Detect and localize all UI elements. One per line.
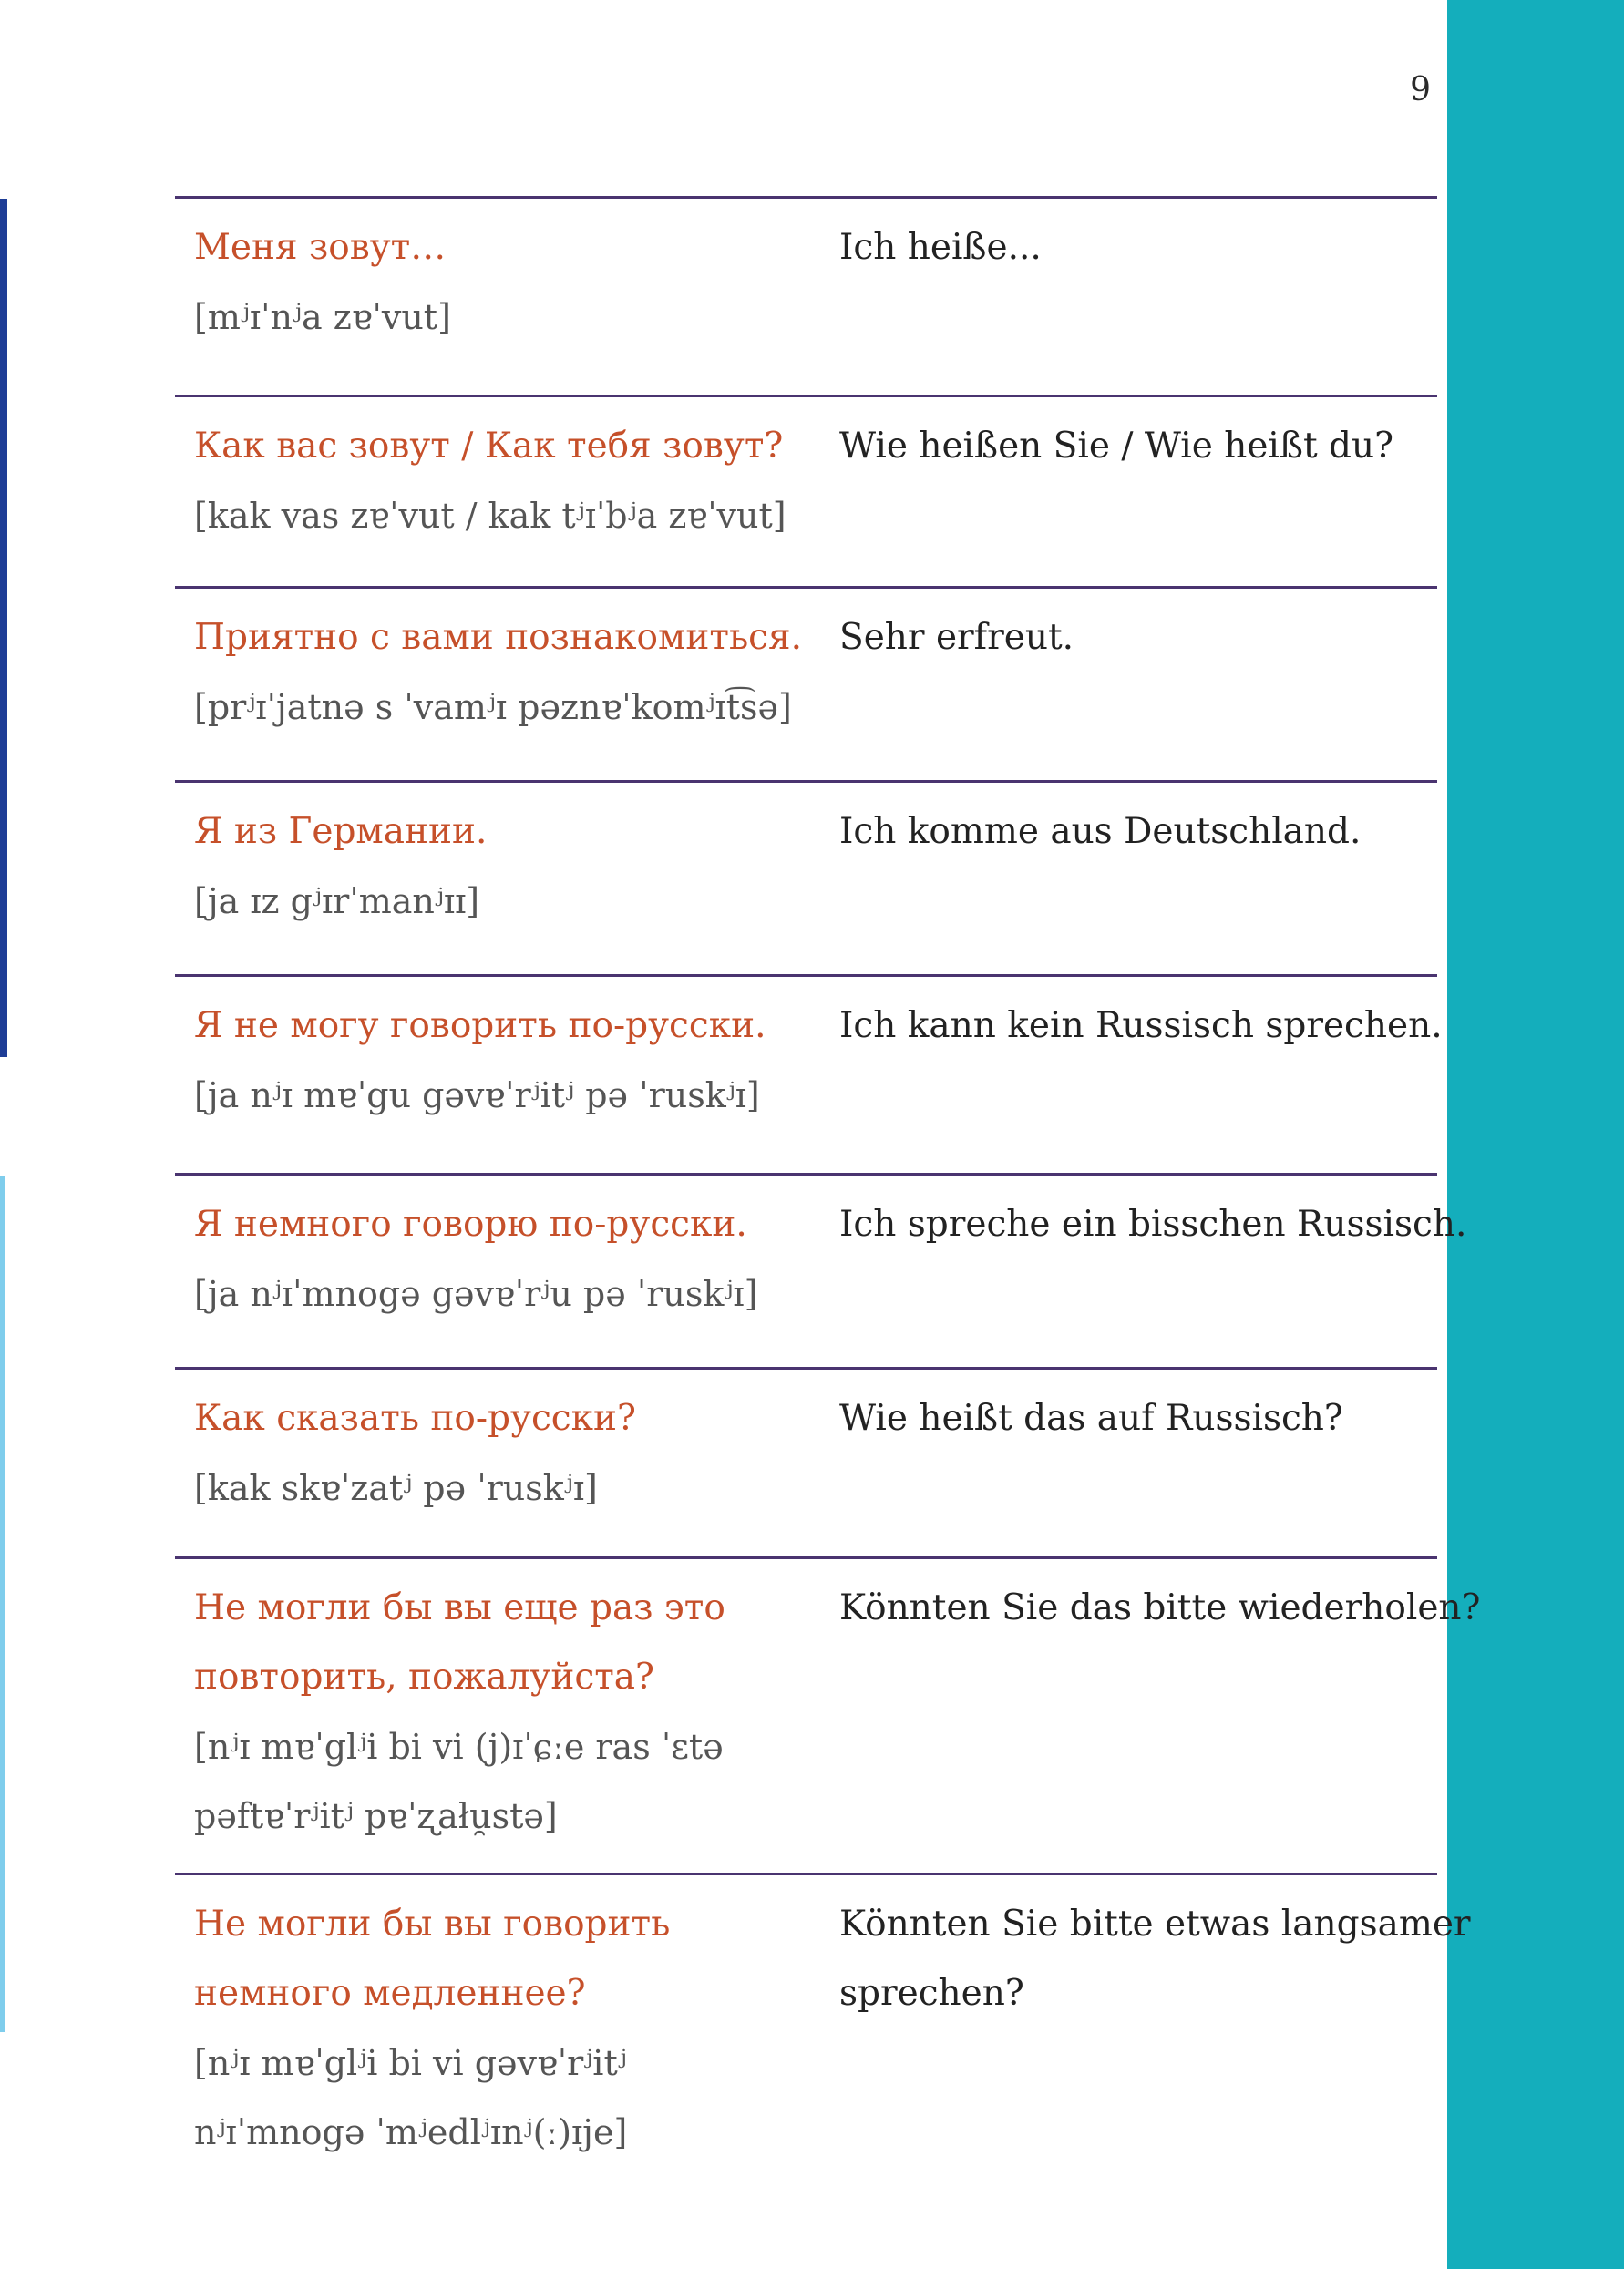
phrase-row bbox=[175, 1367, 1437, 1556]
german-translation: Sehr erfreut. bbox=[839, 617, 1074, 658]
ipa-transcription: pəftɐˈrʲitʲ pɐˈʐału̯stə] bbox=[194, 1796, 558, 1836]
russian-phrase: Я не могу говорить по-русски. bbox=[194, 1005, 766, 1046]
phrase-row bbox=[175, 586, 1437, 780]
ipa-transcription: [nʲɪ mɐˈglʲi bi vi gəvɐˈrʲitʲ bbox=[194, 2043, 627, 2083]
ipa-transcription: [ja ɪz gʲɪrˈmanʲɪɪ] bbox=[194, 881, 480, 921]
russian-phrase: Приятно с вами познакомиться. bbox=[194, 617, 803, 658]
russian-phrase: Как вас зовут / Как тебя зовут? bbox=[194, 426, 784, 467]
russian-phrase: Не могли бы вы говорить bbox=[194, 1904, 671, 1945]
phrase-row bbox=[175, 196, 1437, 395]
ipa-transcription: [kak vas zɐˈvut / kak tʲɪˈbʲa zɐˈvut] bbox=[194, 496, 786, 536]
ipa-transcription: nʲɪˈmnogə ˈmʲedlʲɪnʲ(ː)ɪje] bbox=[194, 2112, 628, 2152]
russian-phrase: немного медленнее? bbox=[194, 1973, 586, 2014]
phrase-row bbox=[175, 1556, 1481, 1873]
russian-phrase: Я из Германии. bbox=[194, 811, 488, 852]
phrase-list bbox=[175, 196, 1481, 2152]
ipa-transcription: [nʲɪ mɐˈglʲi bi vi (j)ɪˈɕːe ras ˈɛtə bbox=[194, 1727, 724, 1767]
left-accent-bar-dark bbox=[0, 199, 7, 1057]
phrase-row bbox=[175, 1873, 1471, 2152]
ipa-transcription: [ja nʲɪˈmnogə gəvɐˈrʲu pə ˈruskʲɪ] bbox=[194, 1274, 758, 1314]
german-translation: Ich kann kein Russisch sprechen. bbox=[839, 1005, 1443, 1046]
ipa-transcription: [kak skɐˈzatʲ pə ˈruskʲɪ] bbox=[194, 1468, 598, 1508]
russian-phrase: Меня зовут… bbox=[194, 227, 447, 268]
phrase-row bbox=[175, 974, 1443, 1173]
german-translation: sprechen? bbox=[839, 1973, 1024, 2014]
russian-phrase: повторить, пожалуйста? bbox=[194, 1657, 654, 1698]
german-translation: Könnten Sie bitte etwas langsamer bbox=[839, 1904, 1471, 1945]
russian-phrase: Не могли бы вы еще раз это bbox=[194, 1587, 725, 1628]
phrase-row bbox=[175, 1173, 1467, 1367]
german-translation: Ich komme aus Deutschland. bbox=[839, 811, 1362, 852]
phrase-row bbox=[175, 780, 1437, 974]
russian-phrase: Как сказать по-русски? bbox=[194, 1398, 636, 1439]
ipa-transcription: [mʲɪˈnʲa zɐˈvut] bbox=[194, 297, 451, 337]
ipa-transcription: [ja nʲɪ mɐˈgu gəvɐˈrʲitʲ pə ˈruskʲɪ] bbox=[194, 1075, 760, 1115]
phrase-row bbox=[175, 395, 1437, 586]
right-color-band bbox=[1447, 0, 1624, 2269]
russian-phrase: Я немного говорю по-русски. bbox=[194, 1204, 747, 1245]
german-translation: Könnten Sie das bitte wiederholen? bbox=[839, 1587, 1481, 1628]
german-translation: Wie heißt das auf Russisch? bbox=[839, 1398, 1343, 1439]
german-translation: Ich heiße... bbox=[839, 227, 1042, 268]
german-translation: Wie heißen Sie / Wie heißt du? bbox=[839, 426, 1394, 467]
german-translation: Ich spreche ein bisschen Russisch. bbox=[839, 1204, 1467, 1245]
page-number: 9 bbox=[1410, 71, 1431, 108]
left-accent-bar-light bbox=[0, 1176, 5, 2032]
ipa-transcription: [prʲɪˈjatnə s ˈvamʲɪ pəznɐˈkomʲɪt͡sə] bbox=[194, 687, 792, 727]
